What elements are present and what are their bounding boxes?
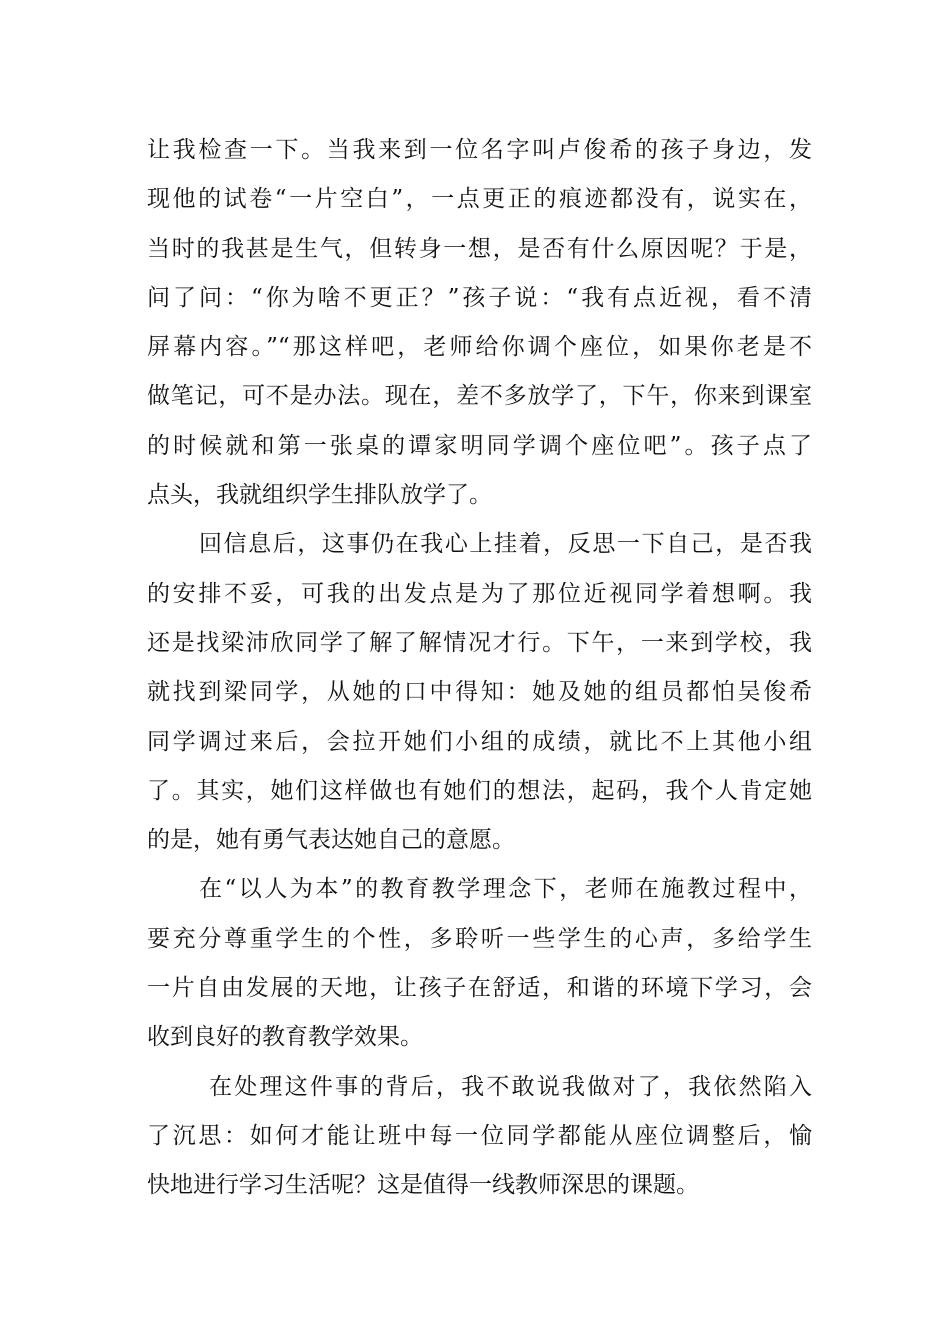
text-line: 一片自由发展的天地，让孩子在舒适，和谐的环境下学习，会 xyxy=(147,975,812,1002)
text-line: 屏幕内容。”“那这样吧，老师给你调个座位，如果你老是不 xyxy=(147,334,812,361)
text-line: 让我检查一下。当我来到一位名字叫卢俊希的孩子身边，发 xyxy=(147,137,812,163)
document-body xyxy=(147,126,812,1211)
text-line: 问了问：“你为啥不更正？”孩子说：“我有点近视，看不清 xyxy=(147,284,812,311)
text-line: 收到良好的教育教学效果。 xyxy=(147,1024,423,1051)
text-line: 快地进行学习生活呢？这是值得一线教师深思的课题。 xyxy=(147,1172,699,1199)
paragraph-4 xyxy=(147,1063,812,1211)
text-line: 了沉思：如何才能让班中每一位同学都能从座位调整后，愉 xyxy=(147,1122,812,1149)
text-line: 在处理这件事的背后，我不敢说我做对了，我依然陷入 xyxy=(209,1073,812,1100)
paragraph-1 xyxy=(147,126,812,520)
text-line: 做笔记，可不是办法。现在，差不多放学了，下午，你来到课室 xyxy=(147,383,812,410)
text-line: 点头，我就组织学生排队放学了。 xyxy=(147,482,492,509)
text-line: 当时的我甚是生气，但转身一想，是否有什么原因呢？于是， xyxy=(147,235,812,262)
text-line: 还是找梁沛欣同学了解了解情况才行。下午，一来到学校，我 xyxy=(147,629,812,656)
paragraph-2 xyxy=(147,520,812,865)
text-line: 要充分尊重学生的个性，多聆听一些学生的心声，多给学生 xyxy=(147,925,812,952)
text-line: 在“以人为本”的教育教学理念下，老师在施教过程中， xyxy=(199,876,812,903)
text-line: 同学调过来后，会拉开她们小组的成绩，就比不上其他小组 xyxy=(147,728,812,755)
text-line: 现他的试卷“一片空白”，一点更正的痕迹都没有，说实在， xyxy=(147,186,812,213)
text-line: 的时候就和第一张桌的谭家明同学调个座位吧”。孩子点了 xyxy=(147,432,812,459)
text-line: 的是，她有勇气表达她自己的意愿。 xyxy=(147,827,515,854)
text-line: 就找到梁同学，从她的口中得知：她及她的组员都怕吴俊希 xyxy=(147,679,812,706)
text-line: 回信息后，这事仍在我心上挂着，反思一下自己，是否我 xyxy=(199,531,812,558)
text-line: 的安排不妥，可我的出发点是为了那位近视同学着想啊。我 xyxy=(147,580,812,607)
text-line: 了。其实，她们这样做也有她们的想法，起码，我个人肯定她 xyxy=(147,777,812,804)
paragraph-3 xyxy=(147,865,812,1062)
